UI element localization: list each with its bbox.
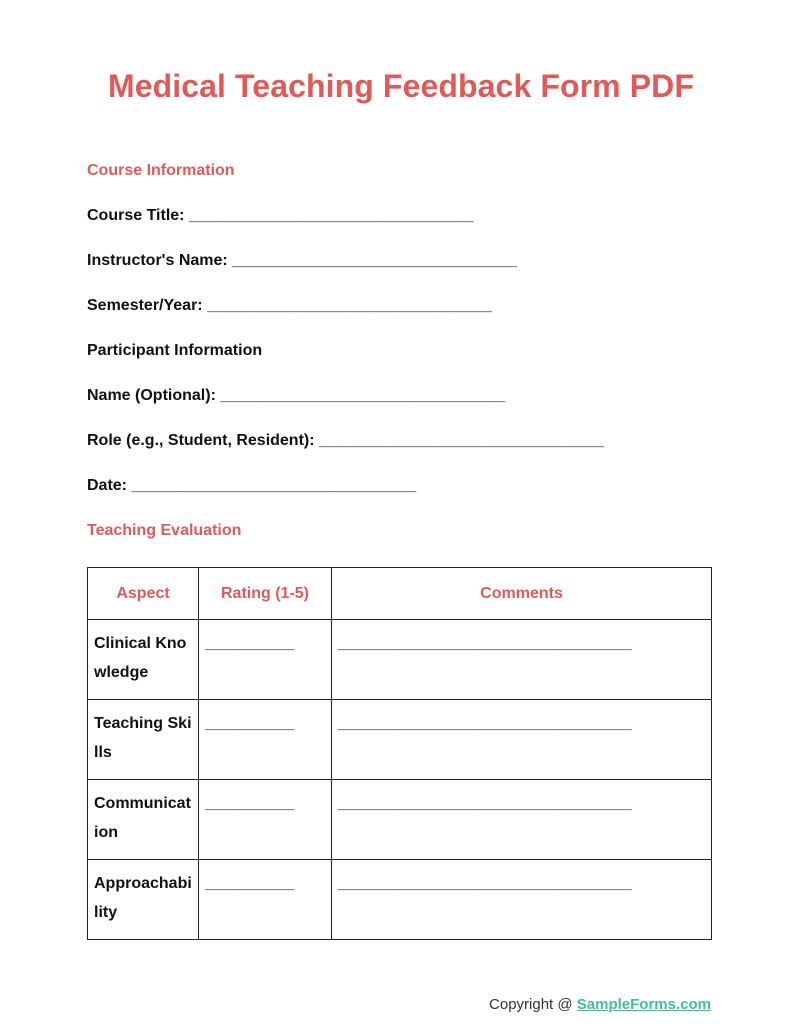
aspect-cell: Teaching Skills: [88, 700, 199, 780]
copyright-text: Copyright @: [489, 996, 577, 1013]
brand-link[interactable]: SampleForms.com: [576, 996, 711, 1013]
table-header-row: [88, 568, 712, 620]
table-row: [88, 780, 712, 860]
course-title-field[interactable]: Course Title: ________________________________: [87, 207, 474, 224]
role-field[interactable]: Role (e.g., Student, Resident): ________________________________: [87, 432, 604, 449]
header-rating: Rating (1-5): [199, 568, 332, 620]
table-row: [88, 620, 712, 700]
header-aspect: Aspect: [88, 568, 199, 620]
aspect-cell: Approachability: [88, 860, 199, 940]
section-heading-evaluation: Teaching Evaluation: [87, 522, 242, 539]
section-heading-course: Course Information: [87, 162, 235, 179]
instructor-name-field[interactable]: Instructor's Name: ________________________________: [87, 252, 517, 269]
comments-field[interactable]: _________________________________: [332, 780, 712, 860]
rating-field[interactable]: __________: [199, 700, 332, 780]
rating-field[interactable]: __________: [199, 780, 332, 860]
comments-field[interactable]: _________________________________: [332, 860, 712, 940]
rating-field[interactable]: __________: [199, 620, 332, 700]
rating-field[interactable]: __________: [199, 860, 332, 940]
participant-name-field[interactable]: Name (Optional): ________________________________: [87, 387, 506, 404]
table-row: [88, 700, 712, 780]
page-title: Medical Teaching Feedback Form PDF: [107, 68, 695, 104]
participant-info-heading: Participant Information: [87, 342, 263, 359]
footer-copyright: [489, 996, 711, 1013]
aspect-cell: Clinical Knowledge: [88, 620, 199, 700]
semester-year-field[interactable]: Semester/Year: ________________________________: [87, 297, 492, 314]
teaching-evaluation-table: [87, 567, 712, 940]
header-comments: Comments: [332, 568, 712, 620]
date-field[interactable]: Date: ________________________________: [87, 477, 417, 494]
comments-field[interactable]: _________________________________: [332, 700, 712, 780]
aspect-cell: Communication: [88, 780, 199, 860]
comments-field[interactable]: _________________________________: [332, 620, 712, 700]
table-row: [88, 860, 712, 940]
